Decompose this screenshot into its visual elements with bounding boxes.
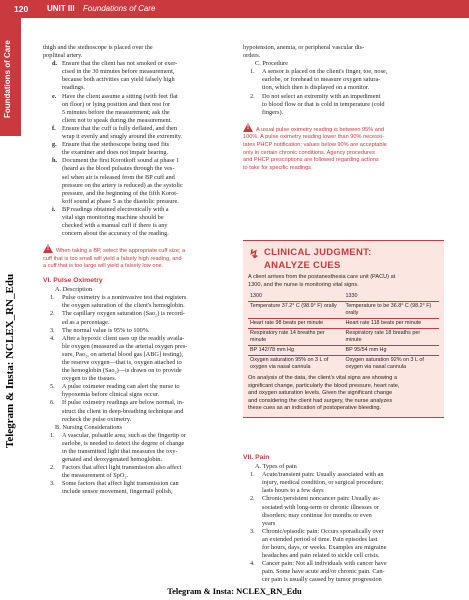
- table-cell: Temperature 37.2° C (98.9° F) orally: [248, 302, 344, 319]
- list-item-line: Pulse oximetry is a noninvasive test that registers: [62, 294, 187, 302]
- list-item-line: the oxygen saturation of the client's hemoglobin.: [62, 302, 185, 310]
- list-item-line: After a hypoxic client uses up the readily availa-: [62, 334, 185, 342]
- list-item-number: 1.: [50, 294, 55, 302]
- cj-analysis-line: and oxygen saturation levels. Given the significant change: [248, 390, 393, 396]
- right-column-top: [243, 44, 446, 178]
- list-item-line: the hemoglobin (Sao₂)—is drawn on to provide: [62, 367, 182, 375]
- list-item: [43, 60, 228, 92]
- list-item-number: 1.: [250, 68, 255, 76]
- warning-line: only in certain chronic conditions. Agency procedures: [243, 149, 375, 156]
- table-cell: 1300: [250, 293, 262, 299]
- table-cell: BP 142/78 mm Hg: [248, 346, 344, 356]
- clinical-judgment-intro: [243, 274, 444, 289]
- cj-analysis-line: and considering the client had surgery, the nurse analyzes: [248, 397, 393, 404]
- section-heading: VII. Pain: [243, 454, 270, 461]
- list-item-line: vital sign monitoring machine should be: [62, 213, 164, 221]
- subsection-heading: B. Nursing Considerations: [55, 423, 122, 431]
- list-item-line: an extended period of time. Pain episodes last: [262, 535, 378, 543]
- text-line: popliteal artery.: [43, 52, 83, 60]
- warning-text: A usual pulse oximetry reading is between 95% and: [256, 126, 385, 133]
- table-row: [248, 346, 439, 356]
- warning-line: cuff that is too small will yield a falsely high reading, and: [43, 255, 182, 262]
- text-line: hypotension, anemia, or peripheral vascular dis-: [243, 44, 365, 51]
- list-item: [43, 93, 228, 125]
- list-item-line: pressure, and the beginning of the fifth Korot-: [62, 189, 179, 197]
- table-row: [248, 356, 439, 373]
- list-item-line: Do not select an extremity with an impediment: [262, 92, 381, 100]
- list-item-number: h.: [52, 157, 58, 165]
- list-item-line: Ensure that the stethoscope being used fits: [62, 141, 170, 149]
- list-item-number: 5.: [50, 383, 55, 391]
- chapter-title: Foundations of Care: [83, 4, 156, 13]
- cj-analysis-line: significant change, particularly the blood pressure, heart rate,: [248, 382, 400, 389]
- list-item-line: in the transmitted light that measures the oxy-: [62, 448, 178, 455]
- list-item-number: g.: [52, 141, 57, 149]
- list-item-line: headaches and pain related to sickle cell crisis.: [262, 552, 380, 560]
- unit-label: UNIT III: [47, 4, 75, 13]
- list-item-line: ble oxygen (measured as the arterial oxygen pres-: [62, 342, 188, 350]
- cj-intro-line: A client arrives from the postanesthesia care unit (PACU) at: [248, 274, 396, 280]
- list-item: [43, 432, 228, 464]
- list-item-line: sel when air is released from the BP cuff and: [62, 173, 175, 181]
- list-item-line: A vascular, pulsatile area, such as the fingertip or: [62, 431, 186, 439]
- text-line: orders.: [243, 52, 261, 60]
- table-cell: Respiratory rate 18 breaths per minute: [344, 329, 440, 346]
- right-column-bottom: [243, 448, 446, 585]
- list-item: [243, 68, 446, 92]
- clinical-judgment-title: CLINICAL JUDGMENT:: [264, 247, 372, 258]
- list-item: [43, 464, 228, 480]
- warning-note: [243, 123, 446, 173]
- list-item-number: 2.: [50, 310, 55, 318]
- list-item-line: ed as a percentage.: [62, 318, 110, 326]
- table-row: [248, 329, 439, 346]
- list-item-number: d.: [52, 60, 58, 68]
- list-item-line: earlobe, or forehead to measure oxygen satura-: [262, 76, 381, 84]
- list-item-line: Chronic/episodic pain: Occurs sporadically over: [262, 527, 384, 535]
- warning-note: [43, 244, 228, 271]
- list-item-line: injury, medical condition, or surgical procedure;: [262, 479, 384, 487]
- list-item-line: sociated with long-term or chronic illnesses or: [262, 503, 379, 511]
- list-item-number: 6.: [50, 399, 55, 407]
- list-item: [243, 528, 446, 560]
- list-item-line: fingers).: [262, 108, 284, 116]
- list-item-number: f.: [52, 124, 56, 132]
- list-item-line: client not to speak during the measurement.: [62, 116, 172, 124]
- list-item-line: Ensure that the cuff is fully deflated, and then: [62, 124, 178, 132]
- list-item-line: pressure on the artery is reduced) as the systolic: [62, 181, 183, 189]
- list-item-line: The capillary oxygen saturation (Sao₂) is record-: [62, 310, 185, 318]
- list-item-line: tion, which then is displayed on a monitor.: [262, 84, 370, 92]
- list-item: [43, 206, 228, 238]
- warning-line: [243, 123, 446, 135]
- list-item-number: 2.: [250, 495, 255, 503]
- list-item-line: genated and deoxygenated hemoglobin.: [62, 456, 163, 464]
- table-cell: 1330: [345, 293, 358, 299]
- list-item-line: Have the client assume a sitting (with feet flat: [62, 92, 178, 100]
- warning-line: 100%. A pulse oximetry reading lower than 90% necessi-: [243, 134, 384, 141]
- list-item-line: on floor) or lying position and then rest for: [62, 100, 171, 108]
- list-item-line: pain. Some have acute and/or chronic pain. Can-: [262, 568, 385, 576]
- cj-analysis-line: On analysis of the data, the client's vital signs are showing a: [248, 375, 398, 381]
- lightning-icon: ↯: [249, 247, 260, 261]
- list-item-line: (heard as the blood pulsates through the ves-: [62, 165, 175, 173]
- table-row: [248, 302, 439, 319]
- list-item-line: to blood flow or that is cold in temperature (cold: [262, 100, 385, 108]
- list-item-line: koff sound at phase 5 as the diastolic pressure.: [62, 197, 179, 205]
- vital-signs-table: [248, 292, 439, 372]
- clinical-judgment-subtitle: ANALYZE CUES: [264, 260, 341, 271]
- subsection-heading: C. Procedure: [255, 60, 288, 68]
- list-item: [43, 327, 228, 335]
- list-item-line: 5 minutes before the measurement; ask the: [62, 108, 170, 116]
- list-item-number: 3.: [50, 326, 55, 334]
- list-item-line: wrap it evenly and snugly around the extremity.: [62, 133, 183, 141]
- cj-analysis-line: these cues as an indication of postoperative bleeding.: [248, 405, 382, 411]
- list-item-number: 4.: [250, 560, 255, 568]
- list-item-line: Some factors that affect light transmission can: [62, 480, 179, 488]
- list-item-line: Document the first Korotkoff sound at phase 1: [62, 157, 180, 165]
- table-row: [248, 319, 439, 329]
- table-cell: Oxygen saturation 92% on 3 L of oxygen via nasal cannula: [344, 356, 440, 373]
- list-item-line: lasts hours to a few days: [262, 487, 324, 495]
- table-row: [248, 292, 439, 302]
- list-item-line: years: [262, 519, 276, 527]
- clinical-judgment-analysis: [243, 375, 444, 417]
- list-item-line: oxygen to the tissues.: [62, 375, 117, 383]
- list-item: [43, 310, 228, 326]
- warning-line: a cuff that is too large will yield a falsely low one.: [43, 263, 164, 270]
- list-item-line: Cancer pain: Not all individuals with cancer have: [262, 560, 387, 568]
- warning-icon: !: [243, 123, 253, 132]
- list-item-line: recheck the pulse oximetry.: [62, 415, 132, 423]
- list-item-number: 1.: [50, 431, 55, 439]
- table-cell: Heart rate 118 beats per minute: [344, 319, 440, 329]
- list-item-line: struct the client in deep-breathing technique and: [62, 407, 184, 415]
- page-footer: Telegram & Insta: NCLEX_RN_Edu: [167, 586, 302, 596]
- list-item-line: the reserve oxygen—that is, oxygen attached to: [62, 358, 182, 366]
- table-cell: BP 95/54 mm Hg: [344, 346, 440, 356]
- list-item-line: cised in the 30 minutes before measurement,: [62, 68, 175, 76]
- list-item-number: 1.: [250, 471, 255, 479]
- list-item-line: earlobe, is needed to detect the degree of change: [62, 439, 185, 447]
- list-item-line: the measurement of SpO₂.: [62, 472, 129, 480]
- list-item-line: Acute/transient pain: Usually associated with an: [262, 471, 384, 479]
- list-item-line: disorders; may continue for months or even: [262, 511, 372, 519]
- side-tab-label: Foundations of Care: [3, 40, 12, 118]
- list-item: [43, 294, 228, 310]
- list-item-line: include sensor movement, fingernail polish,: [62, 488, 173, 496]
- clinical-judgment-header: [243, 241, 444, 274]
- warning-line: and PHCP prescriptions are followed regarding actions: [243, 157, 379, 164]
- page-header: [0, 0, 469, 18]
- section-heading: VI. Pulse Oximetry: [43, 277, 103, 285]
- list-item-line: hypoxemia before clinical signs occur.: [62, 391, 160, 399]
- list-item-line: Factors that affect light transmission also affect: [62, 464, 182, 472]
- list-item: [243, 560, 446, 584]
- warning-line: to take for specific readings.: [243, 164, 313, 171]
- list-item-number: i.: [52, 205, 56, 213]
- list-item-number: 3.: [250, 527, 255, 535]
- text-line: thigh and the stethoscope is placed over the: [43, 44, 153, 51]
- list-item: [243, 471, 446, 495]
- subsection-heading: A. Description: [55, 286, 93, 294]
- list-item: [43, 383, 228, 399]
- page-number: 120: [14, 4, 29, 14]
- list-item: [43, 480, 228, 496]
- warning-line: tates PHCP notification; values below 90% are acceptable: [243, 142, 387, 149]
- list-item-line: cer pain is usually caused by tumor progression: [262, 576, 382, 584]
- list-item-number: 2.: [250, 92, 255, 100]
- left-column: [43, 44, 228, 497]
- warning-text: When taking a BP, select the appropriate cuff size; a: [56, 248, 186, 255]
- clinical-judgment-box: [243, 240, 444, 418]
- list-item-number: 2.: [50, 464, 55, 472]
- list-item-line: Chronic/persistent noncancer pain: Usually as-: [262, 495, 380, 503]
- list-item: [43, 125, 228, 141]
- list-item: [43, 141, 228, 157]
- list-item-line: the examiner and does not impair hearing.: [62, 149, 169, 157]
- list-item-line: sure, Pao₂, on arterial blood gas [ABG] testing),: [62, 350, 184, 358]
- list-item: [43, 335, 228, 384]
- list-item: [43, 399, 228, 423]
- list-item: [243, 93, 446, 117]
- cj-intro-line: 1300, and the nurse is monitoring vital signs.: [248, 281, 359, 288]
- list-item-line: because both activities can yield falsely high: [62, 76, 175, 84]
- list-item: [43, 157, 228, 206]
- list-item-line: checked with a manual cuff if there is any: [62, 222, 168, 230]
- list-item-line: BP readings obtained electronically with a: [62, 205, 169, 213]
- list-item-line: for hours, days, or weeks. Examples are migraine: [262, 544, 387, 552]
- list-item: [243, 495, 446, 527]
- table-cell: Heart rate 98 beats per minute: [248, 319, 344, 329]
- watermark: Telegram & Insta: NCLEX_RN_Edu: [4, 273, 16, 448]
- list-item-number: 3.: [50, 480, 55, 488]
- table-cell: Oxygen saturation 95% on 3 L of oxygen via nasal cannula: [248, 356, 344, 373]
- table-cell: Respiratory rate 14 breaths per minute: [248, 329, 344, 346]
- list-item-line: If pulse oximetry readings are below normal, in-: [62, 399, 185, 407]
- list-item-line: The normal value is 95% to 100%.: [62, 326, 150, 334]
- list-item-line: A pulse oximeter reading can alert the nurse to: [62, 383, 180, 391]
- warning-line: [43, 244, 228, 256]
- side-tab: [0, 18, 21, 136]
- warning-icon: !: [43, 244, 53, 253]
- list-item-line: readings.: [62, 84, 85, 92]
- list-item-number: e.: [52, 92, 57, 100]
- subsection-heading: A. Types of pain: [255, 463, 297, 471]
- list-item-line: Ensure that the client has not smoked or exer-: [62, 60, 178, 68]
- list-item-number: 4.: [50, 334, 55, 342]
- list-item-line: A sensor is placed on the client's finger, toe, nose,: [262, 68, 388, 76]
- list-item-line: concern about the accuracy of the reading.: [62, 230, 169, 238]
- table-cell: Temperature to be 36.8° C (98.2° F) orally: [344, 302, 440, 319]
